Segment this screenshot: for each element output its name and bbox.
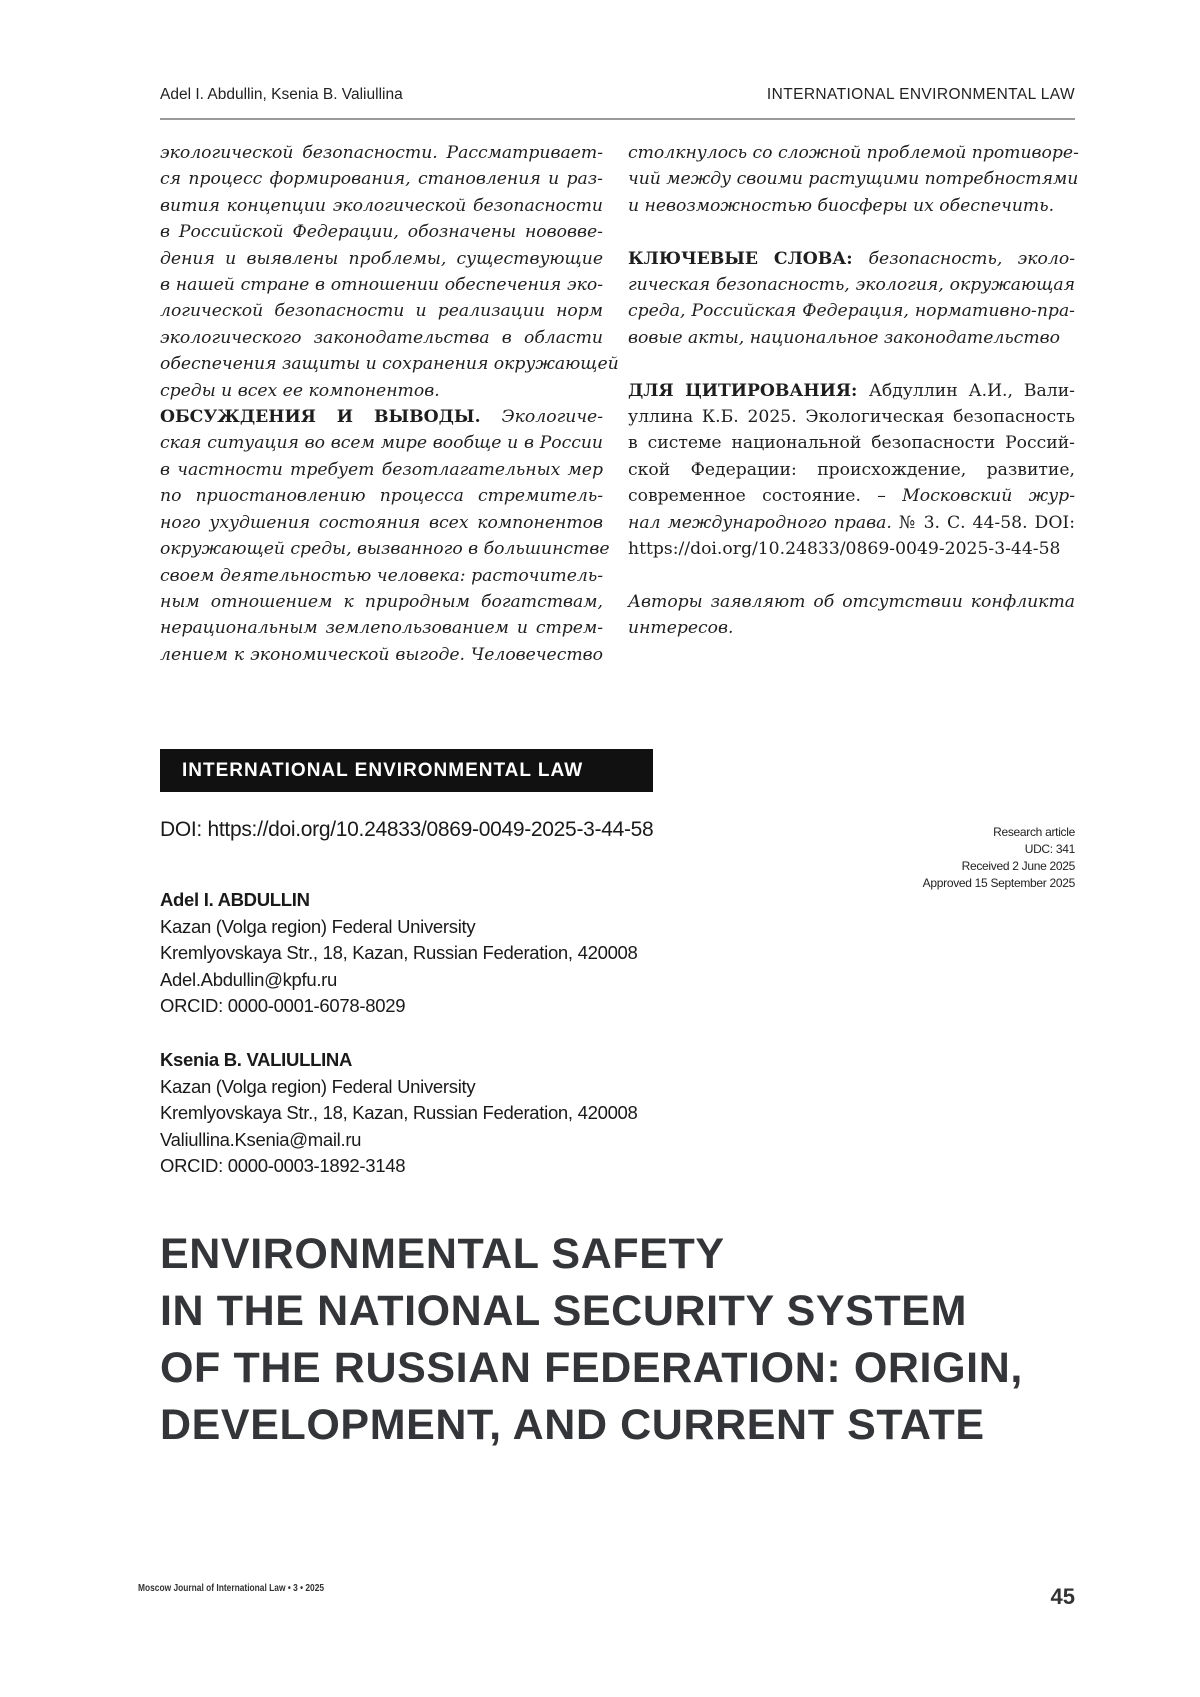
- title-line: OF THE RUSSIAN FEDERATION: ORIGIN,: [160, 1340, 1023, 1397]
- author-name: Ksenia B. VALIULLINA: [160, 1047, 638, 1074]
- text-line: [160, 378, 603, 404]
- text-line: [628, 457, 1075, 483]
- running-header-section: INTERNATIONAL ENVIRONMENTAL LAW: [767, 86, 1075, 104]
- text-segment: ного ухудшения состояния всех компонентов: [160, 513, 603, 533]
- text-segment: гическая безопасность, экология, окружающая: [628, 275, 1075, 295]
- text-segment: лением к экономической выгоде. Человечество: [160, 645, 603, 665]
- running-header-authors: Adel I. Abdullin, Ksenia B. Valiullina: [160, 86, 403, 104]
- text-segment: в системе национальной безопасности Россий-: [628, 433, 1075, 453]
- abstract-column-right: [628, 140, 1075, 642]
- text-line: [628, 430, 1075, 456]
- text-line: [628, 166, 1075, 192]
- doi-link[interactable]: DOI: https://doi.org/10.24833/0869-0049-2025-3-44-58: [160, 818, 653, 842]
- text-segment: https://doi.org/10.24833/0869-0049-2025-3-44-58: [628, 539, 1060, 559]
- text-line: [160, 404, 603, 430]
- header-divider: [160, 118, 1075, 120]
- text-segment: экологической безопасности. Рассматривает-: [160, 143, 603, 163]
- text-line: [628, 140, 1075, 166]
- text-segment: нал международного права.: [628, 513, 899, 533]
- article-title: [160, 1226, 1023, 1454]
- text-line: [628, 272, 1075, 298]
- text-line: [628, 589, 1075, 615]
- text-segment: ся процесс формирования, становления и раз-: [160, 169, 603, 189]
- text-segment: среды и всех ее компонентов.: [160, 381, 440, 401]
- text-line: [160, 272, 603, 298]
- text-segment: ская ситуация во всем мире вообще и в России: [160, 433, 603, 453]
- abstract-column-left: [160, 140, 603, 668]
- text-segment: ным отношением к природным богатствам,: [160, 592, 603, 612]
- author-address: Kremlyovskaya Str., 18, Kazan, Russian Federation, 420008: [160, 940, 638, 967]
- text-line: [628, 483, 1075, 509]
- text-segment: чий между своими растущими потребностями: [628, 169, 1078, 189]
- text-segment: Экологиче-: [502, 407, 603, 427]
- text-segment: интересов.: [628, 618, 733, 638]
- author-affiliation: Kazan (Volga region) Federal University: [160, 914, 638, 941]
- text-segment: в нашей стране в отношении обеспечения эко-: [160, 275, 603, 295]
- title-line: DEVELOPMENT, AND CURRENT STATE: [160, 1397, 1023, 1454]
- text-segment: безопасность, эколо-: [869, 249, 1075, 269]
- section-banner: INTERNATIONAL ENVIRONMENTAL LAW: [160, 749, 653, 792]
- bold-lead: КЛЮЧЕВЫЕ СЛОВА:: [628, 249, 869, 269]
- bold-lead: ОБСУЖДЕНИЯ И ВЫВОДЫ.: [160, 407, 502, 427]
- author-email[interactable]: Valiullina.Ksenia@mail.ru: [160, 1127, 638, 1154]
- author-block: [160, 887, 638, 1020]
- text-line: [160, 457, 603, 483]
- text-segment: экологического законодательства в области: [160, 328, 603, 348]
- author-block: [160, 1047, 638, 1180]
- text-line: [160, 298, 603, 324]
- text-line: [160, 430, 603, 456]
- text-line: [160, 166, 603, 192]
- text-segment: в Российской Федерации, обозначены нововве-: [160, 222, 603, 242]
- text-segment: среда, Российская Федерация, нормативно-пра-: [628, 301, 1075, 321]
- author-name: Adel I. ABDULLIN: [160, 887, 638, 914]
- article-udc: UDC: 341: [923, 841, 1075, 858]
- text-line: [160, 219, 603, 245]
- text-segment: Абдуллин А.И., Вали-: [869, 381, 1075, 401]
- text-line: [628, 510, 1075, 536]
- article-meta: [923, 824, 1075, 892]
- text-segment: № 3. С. 44-58. DOI:: [899, 513, 1075, 533]
- author-affiliation: Kazan (Volga region) Federal University: [160, 1074, 638, 1101]
- text-segment: нерациональным землепользованием и стрем-: [160, 618, 603, 638]
- bold-lead: ДЛЯ ЦИТИРОВАНИЯ:: [628, 381, 869, 401]
- text-segment: по приостановлению процесса стремитель-: [160, 486, 603, 506]
- text-line: [160, 140, 603, 166]
- text-segment: Московский жур-: [902, 486, 1075, 506]
- text-line: [160, 615, 603, 641]
- text-line: [160, 246, 603, 272]
- text-line: [628, 404, 1075, 430]
- article-type: Research article: [923, 824, 1075, 841]
- text-segment: современное состояние. –: [628, 486, 902, 506]
- text-segment: и невозможностью биосферы их обеспечить.: [628, 196, 1054, 216]
- author-email[interactable]: Adel.Abdullin@kpfu.ru: [160, 967, 638, 994]
- text-segment: вития концепции экологической безопасности: [160, 196, 603, 216]
- text-line: [160, 351, 603, 377]
- text-segment: в частности требует безотлагательных мер: [160, 460, 603, 480]
- author-address: Kremlyovskaya Str., 18, Kazan, Russian Federation, 420008: [160, 1100, 638, 1127]
- text-segment: обеспечения защиты и сохранения окружающей: [160, 354, 619, 374]
- author-orcid: ORCID: 0000-0003-1892-3148: [160, 1153, 638, 1180]
- text-segment: своем деятельностью человека: расточитель-: [160, 566, 603, 586]
- text-line: [160, 642, 603, 668]
- text-line: [160, 510, 603, 536]
- text-line: [160, 483, 603, 509]
- author-orcid: ORCID: 0000-0001-6078-8029: [160, 993, 638, 1020]
- text-line: [160, 193, 603, 219]
- text-line: [628, 615, 1075, 641]
- paragraph-gap: [628, 562, 1075, 588]
- text-line: [160, 563, 603, 589]
- text-segment: логической безопасности и реализации норм: [160, 301, 603, 321]
- text-line: [628, 325, 1075, 351]
- article-approved: Approved 15 September 2025: [923, 875, 1075, 892]
- footer-journal: Moscow Journal of International Law • 3 • 2025: [138, 1582, 324, 1594]
- text-segment: столкнулось со сложной проблемой противоре-: [628, 143, 1079, 163]
- text-segment: окружающей среды, вызванного в большинстве: [160, 539, 610, 559]
- text-segment: уллина К.Б. 2025. Экологическая безопасность: [628, 407, 1075, 427]
- text-line: [628, 378, 1075, 404]
- article-received: Received 2 June 2025: [923, 858, 1075, 875]
- title-line: IN THE NATIONAL SECURITY SYSTEM: [160, 1283, 1023, 1340]
- text-line: [160, 325, 603, 351]
- text-segment: ской Федерации: происхождение, развитие,: [628, 460, 1075, 480]
- text-segment: дения и выявлены проблемы, существующие: [160, 249, 603, 269]
- text-segment: Авторы заявляют об отсутствии конфликта: [628, 592, 1075, 612]
- page-number: 45: [1051, 1584, 1075, 1610]
- text-segment: вовые акты, национальное законодательство: [628, 328, 1060, 348]
- text-line: [628, 193, 1075, 219]
- text-line: [160, 536, 603, 562]
- text-line: [628, 298, 1075, 324]
- paragraph-gap: [628, 351, 1075, 377]
- text-line: [160, 589, 603, 615]
- paragraph-gap: [628, 219, 1075, 245]
- text-line: [628, 536, 1075, 562]
- text-line: [628, 246, 1075, 272]
- title-line: ENVIRONMENTAL SAFETY: [160, 1226, 1023, 1283]
